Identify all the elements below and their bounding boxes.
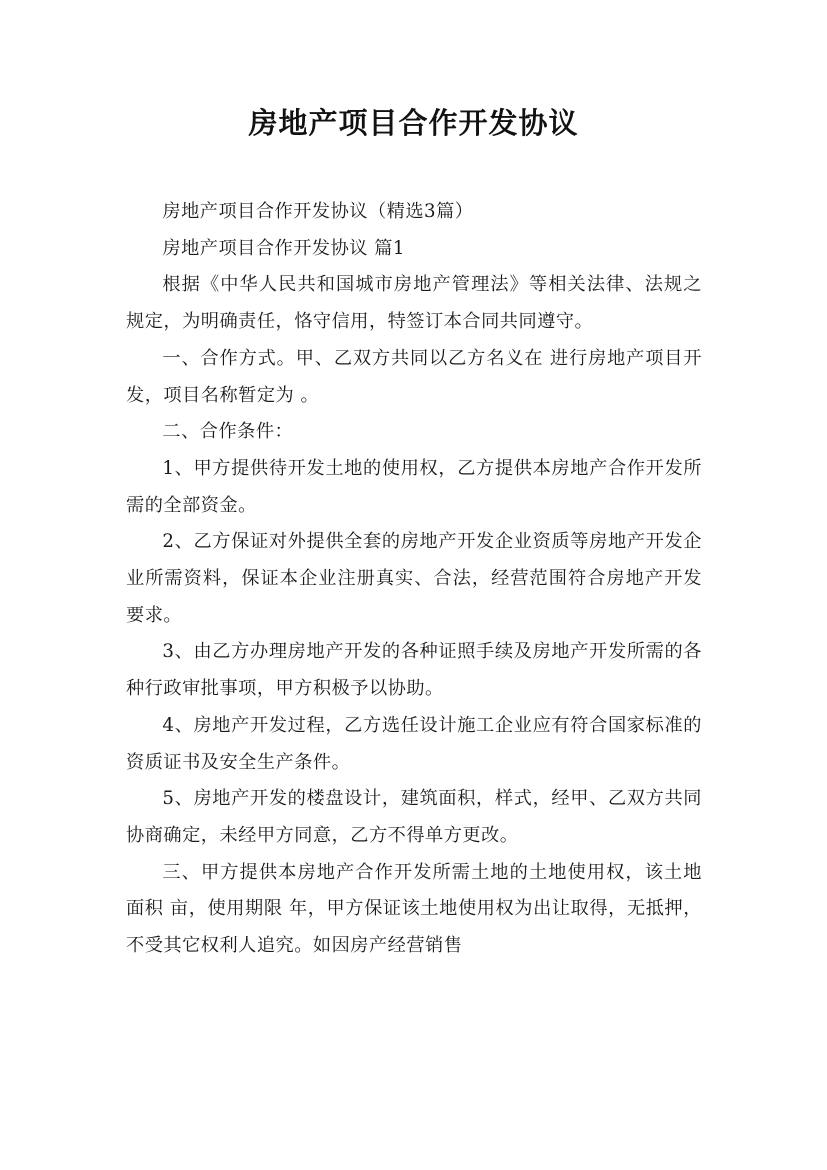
paragraph-clause-2-heading: 二、合作条件： [162, 421, 294, 443]
paragraph-clause-2-item-5: 5、房地产开发的楼盘设计，建筑面积，样式，经甲、乙双方共同协商确定，未经甲方同意，乙方不得单方更改。 [126, 788, 702, 846]
paragraph-clause-2-item-2: 2、乙方保证对外提供全套的房地产开发企业资质等房地产开发企业所需资料，保证本企业注册真实、合法，经营范围符合房地产开发要求。 [126, 531, 702, 626]
paragraph-preamble: 根据《中华人民共和国城市房地产管理法》等相关法律、法规之规定，为明确责任，恪守信用，特签订本合同共同遵守。 [126, 274, 702, 333]
document-title: 房地产项目合作开发协议 [248, 106, 579, 140]
paragraph-clause-2-item-3: 3、由乙方办理房地产开发的各种证照手续及房地产开发所需的各种行政审批事项，甲方积极予以协助。 [126, 641, 702, 700]
paragraph-subtitle: 房地产项目合作开发协议（精选3篇） [162, 201, 474, 222]
paragraph-clause-2-item-1: 1、甲方提供待开发土地的使用权，乙方提供本房地产合作开发所需的全部资金。 [126, 457, 702, 516]
document-body [126, 194, 702, 965]
paragraph-clause-2-item-4: 4、房地产开发过程，乙方选任设计施工企业应有符合国家标准的资质证书及安全生产条件。 [126, 714, 702, 773]
paragraph-clause-1: 一、合作方式。甲、乙双方共同以乙方名义在 进行房地产项目开发，项目名称暂定为 。 [126, 347, 702, 406]
paragraph-clause-3: 三、甲方提供本房地产合作开发所需土地的土地使用权，该土地面积 亩，使用期限 年，甲方保证该土地使用权为出让取得，无抵押，不受其它权利人追究。如因房产经营销售 [126, 861, 702, 957]
paragraph-article-heading: 房地产项目合作开发协议 篇1 [162, 237, 405, 259]
